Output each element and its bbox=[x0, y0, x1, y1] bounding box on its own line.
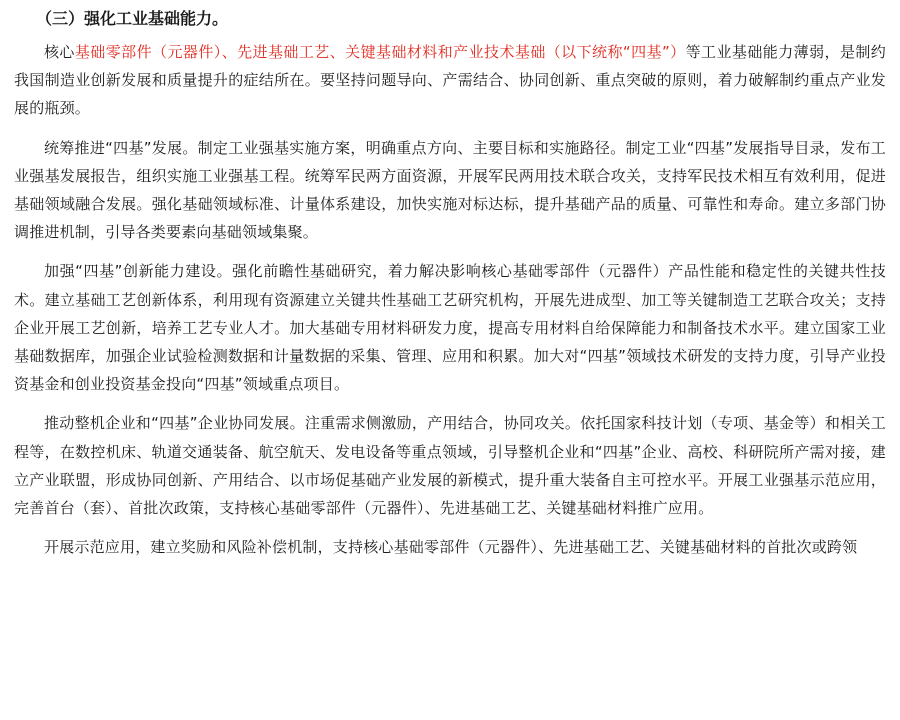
paragraph-coordinate-development: 统筹推进“四基”发展。制定工业强基实施方案，明确重点方向、主要目标和实施路径。制定工业“四基”发展指导目录，发布工业强基发展报告，组织实施工业强基工程。统筹军民两方面资源，开展军民两用技术联合攻关，支持军民技术相互有效利用，促进基础领域融合发展。强化基础领域标准、计量体系建设，加快实施对标达标，提升基础产品的质量、可靠性和寿命。建立多部门协调推进机制，引导各类要素向基础领域集聚。 bbox=[14, 138, 886, 242]
paragraph-intro bbox=[14, 38, 886, 123]
paragraph-intro-lead: 核心 bbox=[44, 43, 75, 61]
section-heading: （三）强化工业基础能力。 bbox=[36, 9, 229, 28]
paragraph-collaborative-development: 推动整机企业和“四基”企业协同发展。注重需求侧激励，产用结合，协同攻关。依托国家科技计划（专项、基金等）和相关工程等，在数控机床、轨道交通装备、航空航天、发电设备等重点领域，引导整机企业和“四基”企业、高校、科研院所产需对接，建立产业联盟，形成协同创新、产用结合、以市场促基础产业发展的新模式，提升重大装备自主可控水平。开展工业强基示范应用，完善首台（套）、首批次政策，支持核心基础零部件（元器件）、先进基础工艺、关键基础材料推广应用。 bbox=[14, 414, 886, 518]
paragraph-innovation-capacity: 加强“四基”创新能力建设。强化前瞻性基础研究，着力解决影响核心基础零部件（元器件）产品性能和稳定性的关键共性技术。建立基础工艺创新体系，利用现有资源建立关键共性基础工艺研究机构，开展先进成型、加工等关键制造工艺联合攻关；支持企业开展工艺创新，培养工艺专业人才。加大基础专用材料研发力度，提高专用材料自给保障能力和制备技术水平。建立国家工业基础数据库，加强企业试验检测数据和计量数据的采集、管理、应用和积累。加大对“四基”领域技术研发的支持力度，引导产业投资基金和创业投资基金投向“四基”领域重点项目。 bbox=[14, 262, 886, 394]
paragraph-intro-rest: 等工业基础能力薄弱，是制约我国制造业创新发展和质量提升的症结所在。要坚持问题导向、产需结合、协同创新、重点突破的原则，着力破解制约重点产业发展的瓶颈。 bbox=[14, 43, 887, 118]
four-foundations-highlight: 基础零部件（元器件）、先进基础工艺、关键基础材料和产业技术基础（以下统称“四基”） bbox=[74, 43, 686, 61]
paragraph-demonstration-application: 开展示范应用，建立奖励和风险补偿机制，支持核心基础零部件（元器件）、先进基础工艺、关键基础材料的首批次或跨领 bbox=[44, 538, 858, 557]
